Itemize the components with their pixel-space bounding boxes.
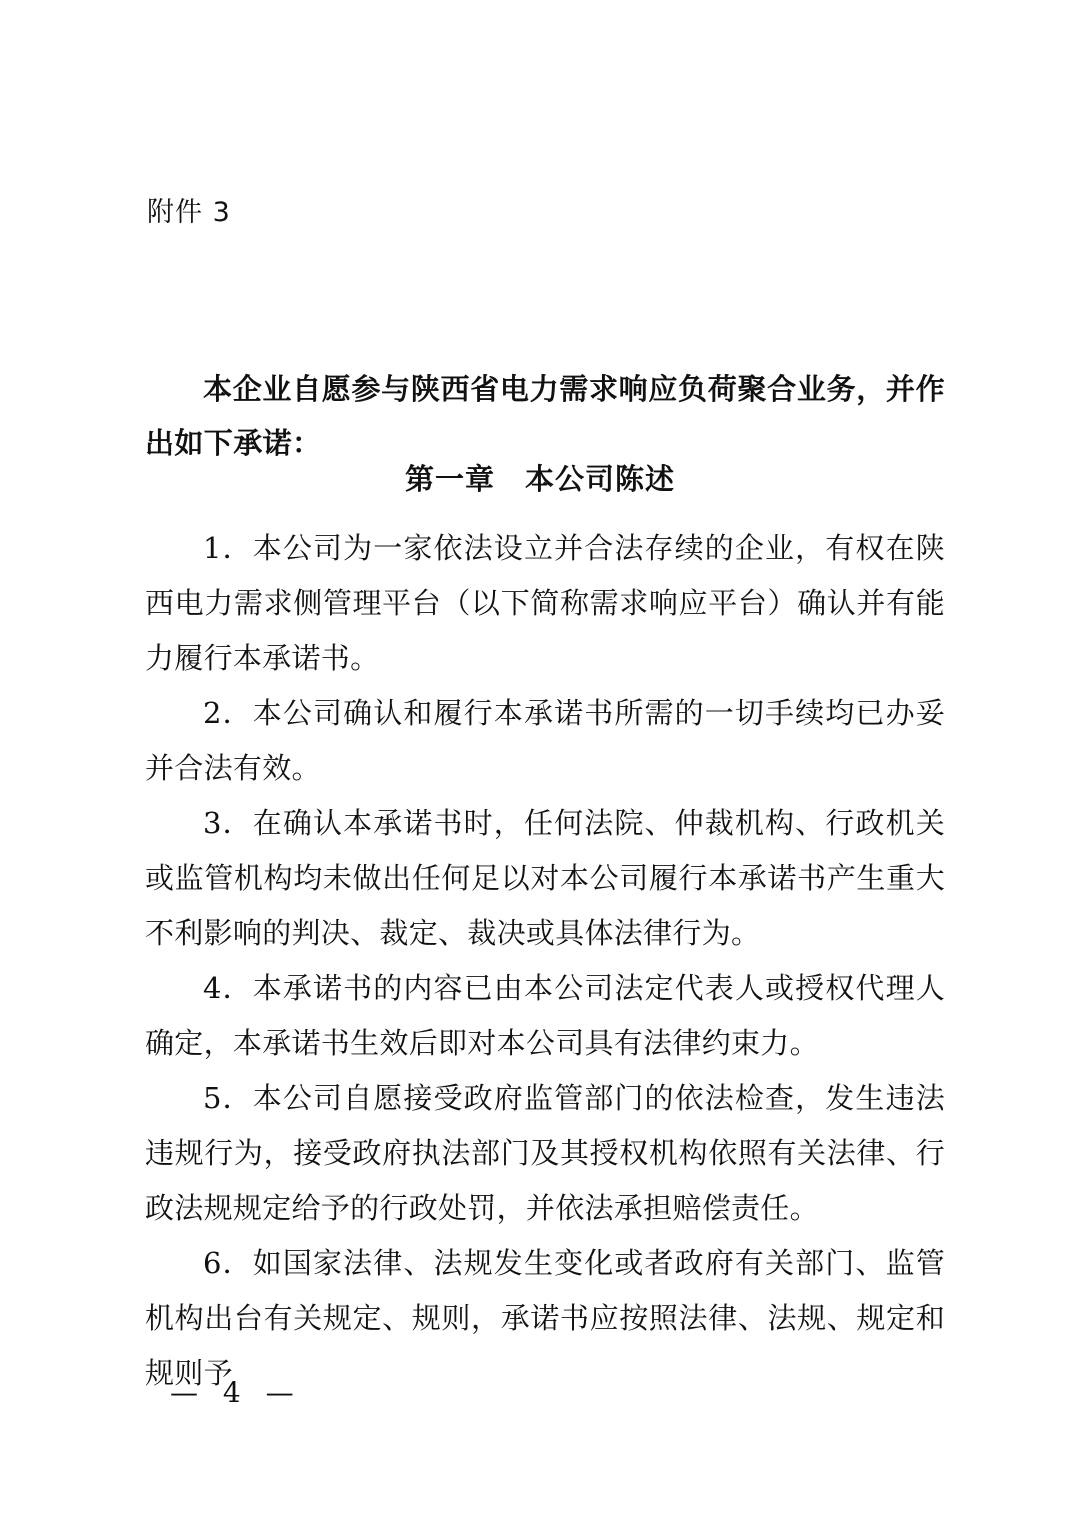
paragraph-5: 5．本公司自愿接受政府监管部门的依法检查，发生违法违规行为，接受政府执法部门及其授权机构依照有关法律、行政法规规定给予的行政处罚，并依法承担赔偿责任。 bbox=[145, 1081, 945, 1225]
chapter-title: 第一章 本公司陈述 bbox=[404, 462, 675, 496]
paragraph-1: 1．本公司为一家依法设立并合法存续的企业，有权在陕西电力需求侧管理平台（以下简称需求响应平台）确认并有能力履行本承诺书。 bbox=[145, 531, 945, 675]
paragraph-2: 2．本公司确认和履行本承诺书所需的一切手续均已办妥并合法有效。 bbox=[145, 696, 945, 785]
page-number: — 4 — bbox=[170, 1376, 302, 1409]
attachment-label: 附件 3 bbox=[147, 197, 231, 228]
paragraph-6: 6．如国家法律、法规发生变化或者政府有关部门、监管机构出台有关规定、规则，承诺书应按照法律、法规、规定和规则予 bbox=[145, 1246, 945, 1390]
paragraph-3: 3．在确认本承诺书时，任何法院、仲裁机构、行政机关或监管机构均未做出任何足以对本公司履行本承诺书产生重大不利影响的判决、裁定、裁决或具体法律行为。 bbox=[145, 806, 945, 950]
intro-statement: 本企业自愿参与陕西省电力需求响应负荷聚合业务，并作出如下承诺： bbox=[145, 372, 945, 460]
commitment-body bbox=[145, 521, 945, 1401]
paragraph-4: 4．本承诺书的内容已由本公司法定代表人或授权代理人确定，本承诺书生效后即对本公司具有法律约束力。 bbox=[145, 971, 945, 1060]
